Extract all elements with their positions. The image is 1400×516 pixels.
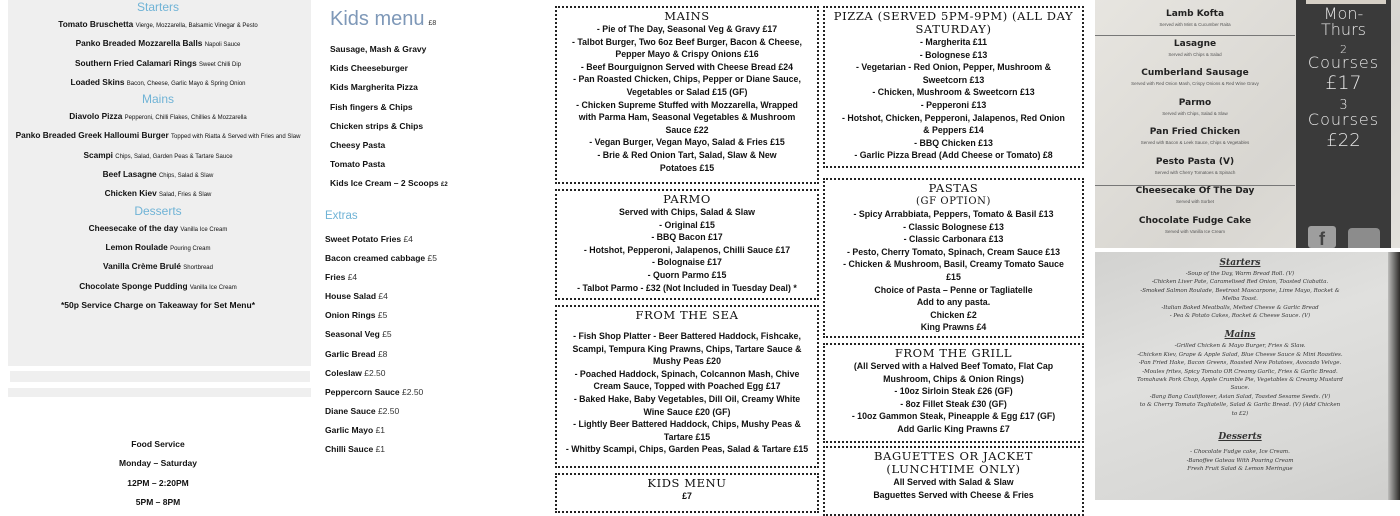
- kids-item: Kids Ice Cream – 2 Scoops £2: [330, 178, 448, 189]
- menu-line: - Pea & Potato Cakes, Rocket & Cheese Sauce. (V): [1169, 313, 1311, 320]
- menu-line: -Grilled Chicken & Mayo Burger, Fries & Slaw.: [1174, 343, 1306, 350]
- kids-item: Cheesy Pasta: [330, 139, 386, 150]
- promo-course-count: 2: [1340, 43, 1347, 56]
- divider-line: [1095, 35, 1295, 36]
- kids-item: Sausage, Mash & Gravy: [330, 44, 427, 54]
- menu-line: - 8oz Fillet Steak £30 (GF): [900, 398, 1007, 409]
- menu-line: Potatoes £15: [659, 162, 715, 173]
- divider-bar: [10, 371, 310, 382]
- menu-line: Melba Toast.: [1222, 296, 1258, 303]
- extra-item: Diane Sauce £2.50: [325, 405, 400, 416]
- kids-extras-panel: [316, 0, 554, 500]
- menu-line: - Chicken Supreme Stuffed with Mozzarella, Wrapped: [576, 99, 798, 110]
- from-the-grill-title: FROM THE GRILL: [894, 346, 1013, 360]
- extra-item: Coleslaw £2.50: [325, 367, 386, 378]
- menu-line: to £2): [1231, 410, 1249, 417]
- menu-item: Vanilla Crème Brulé Shortbread: [103, 261, 213, 272]
- kids-item: Tomato Pasta: [330, 159, 386, 170]
- menu-line: Mushroom, Chips & Onion Rings): [883, 373, 1024, 384]
- menu-item: Panko Breaded Mozzarella Balls Napoli Sauce: [75, 38, 241, 49]
- menu-item: Beef Lasagne Chips, Salad & Slaw: [102, 169, 214, 180]
- menu-line: - Spicy Arrabbiata, Peppers, Tomato & Basil £13: [853, 209, 1054, 219]
- menu-line: - Pesto, Cherry Tomato, Spinach, Cream Sauce £13: [847, 246, 1060, 257]
- menu-item: Pan Fried Chicken Served with Bacon & Leek Sauce, Chips & Vegetables: [1140, 127, 1250, 145]
- menu-line: - Chicken & Mushroom, Basil, Creamy Tomato Sauce: [843, 259, 1064, 270]
- extra-item: Fries £4: [325, 272, 358, 283]
- menu-line: Cream Sauce, Topped with Poached Egg £17: [593, 381, 781, 392]
- menu-line: (All Served with a Halved Beef Tomato, Flat Cap: [853, 361, 1054, 371]
- chalkboard-promo: [1296, 0, 1391, 248]
- menu-line: - Whitby Scampi, Chips, Garden Peas, Salad & Tartare £15: [565, 444, 809, 455]
- hours-line: Food Service: [131, 439, 185, 449]
- menu-line: Served with Chips, Salad & Slaw: [619, 207, 755, 217]
- kids-item: Fish fingers & Chips: [330, 101, 413, 112]
- baguettes-box: [823, 446, 1084, 516]
- from-the-grill-box: [823, 343, 1084, 443]
- pastas-subtitle: (GF OPTION): [915, 196, 991, 207]
- divider-line: [1095, 185, 1295, 186]
- menu-line: - Classic Carbonara £13: [903, 234, 1004, 245]
- menu-item: Lemon Roulade Pouring Cream: [105, 241, 211, 252]
- divider-bar: [8, 388, 311, 397]
- extra-item: Bacon creamed cabbage £5: [325, 253, 437, 264]
- menu-line: - Vegetarian - Red Onion, Pepper, Mushroom &: [855, 62, 1052, 73]
- menu-line: - 10oz Sirloin Steak £26 (GF): [894, 386, 1013, 397]
- extra-item: Garlic Bread £8: [325, 348, 388, 359]
- menu-line: - Bolognaise £17: [652, 257, 722, 268]
- promo-course-count: 3: [1339, 98, 1348, 113]
- menu-line: Baguettes Served with Cheese & Fries: [873, 489, 1034, 500]
- mains-box: [555, 6, 819, 184]
- menu-item: Tomato Bruschetta Vierge, Mozzarella, Balsamic Vinegar & Pesto: [58, 19, 258, 29]
- menu-line: Choice of Pasta – Penne or Tagliatelle: [874, 284, 1033, 295]
- kids-menu-box: [555, 473, 819, 513]
- menu-item: Southern Fried Calamari Rings Sweet Chilli Dip: [74, 57, 242, 68]
- kids-menu-list: [330, 40, 448, 194]
- menu-item: Pesto Pasta (V) Served with Cherry Tomatoes & Spinach: [1154, 156, 1236, 175]
- photo-shadow-edge: [1388, 252, 1400, 500]
- menu-line: - Poached Haddock, Spinach, Colcannon Mash, Chive: [574, 368, 800, 379]
- set-price-menu-list: [1095, 8, 1295, 244]
- promo-price: £22: [1326, 130, 1361, 151]
- hours-line: Monday – Saturday: [119, 458, 197, 469]
- menu-line: -Chicken Liver Pate, Caramelised Red Onion, Toasted Ciabatta.: [1151, 279, 1329, 286]
- menu-line: Sauce.: [1230, 385, 1250, 392]
- menu-line: Scampi, Tempura King Prawns, Chips, Tartare Sauce &: [572, 343, 802, 354]
- set-menu-content: [0, 0, 316, 315]
- menu-line: Add to any pasta.: [916, 297, 991, 308]
- desserts-heading: Desserts: [1218, 432, 1262, 443]
- extra-item: Chilli Sauce £1: [325, 444, 386, 455]
- menu-line: Chicken £2: [930, 309, 977, 320]
- menu-line: - Talbot Burger, Two 6oz Beef Burger, Bacon & Cheese,: [572, 36, 802, 47]
- from-the-sea-box: [555, 305, 819, 468]
- kids-menu-box-title: KIDS MENU: [647, 476, 727, 490]
- menu-line: -Chicken Kiev, Grape & Apple Salad, Blue Cheese Sauce & Mini Roasties.: [1137, 351, 1343, 358]
- menu-line: King Prawns £4: [920, 322, 987, 333]
- section-title-mains: Mains: [141, 92, 174, 107]
- menu-item: Scampi Chips, Salad, Garden Peas & Tartare Sauce: [83, 149, 233, 160]
- service-charge-note: *50p Service Charge on Takeaway for Set Menu*: [61, 299, 255, 310]
- menu-line: - Bolognese £13: [919, 49, 988, 60]
- menu-line: - Chicken, Mushroom & Sweetcorn £13: [872, 87, 1035, 98]
- extra-item: Peppercorn Sauce £2.50: [325, 386, 424, 397]
- menu-line: -Smoked Salmon Roulade, Beetroot Mascarpone, Lime Mayo, Rocket &: [1140, 287, 1340, 294]
- menu-line: - Beef Bourguignon Served with Cheese Bread £24: [580, 61, 794, 72]
- extra-item: House Salad £4: [325, 291, 388, 302]
- kids-menu-box-price: £7: [682, 491, 692, 501]
- menu-item: Chocolate Sponge Pudding Vanilla Ice Cream: [79, 280, 237, 291]
- baguettes-title: BAGUETTES OR JACKET (LUNCHTIME ONLY): [873, 449, 1034, 476]
- parmo-box: [555, 189, 819, 300]
- menu-item: Lamb Kofta Served with Mint & Cucumber Raita: [1159, 9, 1231, 27]
- shop-icon: [1348, 228, 1380, 248]
- menu-line: £15: [946, 271, 961, 282]
- extra-item: Garlic Mayo £1: [325, 424, 386, 435]
- menu-line: - Brie & Red Onion Tart, Salad, Slaw & New: [597, 149, 777, 160]
- menu-line: Tomahawk Pork Chop, Apple Crumble Pie, Vegetables & Creamy Mustard: [1137, 377, 1343, 384]
- section-title-desserts: Desserts: [134, 203, 182, 218]
- menu-item: Chicken Kiev Salad, Fries & Slaw: [104, 188, 212, 199]
- menu-line: to & Cherry Tomato Tagliatelle, Salad & Garlic Bread. (V) (Add Chicken: [1139, 402, 1341, 409]
- menu-line: -Soup of the Day, Warm Bread Roll. (V): [1185, 271, 1295, 277]
- menu-line: - BBQ Bacon £17: [651, 232, 723, 243]
- menu-line: - Lightly Beer Battered Haddock, Chips, Mushy Peas &: [573, 419, 801, 430]
- menu-line: - Original £15: [659, 219, 715, 230]
- menu-line: - Chocolate Fudge cake, Ice Cream.: [1190, 449, 1290, 456]
- promo-days: Thurs: [1321, 20, 1366, 39]
- menu-line: - Garlic Pizza Bread (Add Cheese or Tomato) £8: [854, 150, 1053, 161]
- menu-line: Mushy Peas £20: [653, 356, 721, 367]
- menu-line: -Pan Fried Hake, Bacon Greens, Roasted New Potatoes, Avocado Velvge.: [1138, 360, 1342, 367]
- promo-course-label: Courses: [1307, 110, 1380, 129]
- menu-item: Cumberland Sausage Served with Red Onion Mash, Crispy Onions & Red Wine Gravy: [1131, 68, 1259, 86]
- menu-line: -Moules frites, Spicy Tomato OR Creamy Garlic, Fries & Garlic Bread.: [1142, 368, 1338, 375]
- promo-text: [1296, 2, 1391, 150]
- menu-line: Vegetables or Salad £15 (GF): [626, 86, 748, 97]
- menu-item: Cheesecake of the day Vanilla Ice Cream: [88, 222, 228, 233]
- promo-price: £17: [1325, 72, 1362, 94]
- menu-line: Add Garlic King Prawns £7: [897, 423, 1010, 434]
- menu-item: Diavolo Pizza Pepperoni, Chilli Flakes, Chillies & Mozzarella: [69, 111, 247, 122]
- menu-line: -Bang Bang Cauliflower, Asian Salad, Toasted Sesame Seeds. (V): [1149, 393, 1331, 400]
- extras-title: Extras: [325, 210, 358, 222]
- menu-line: Tartare £15: [663, 431, 711, 442]
- menu-line: Sauce £22: [665, 124, 709, 135]
- set-menu-panel: [0, 0, 316, 507]
- menu-line: - Fish Shop Platter - Beer Battered Haddock, Fishcake,: [573, 331, 801, 341]
- kids-item: Chicken strips & Chips: [330, 120, 424, 131]
- menu-item: Lasagne Served with Chips & Salad: [1168, 38, 1222, 57]
- kids-item: Kids Cheeseburger: [330, 63, 408, 74]
- extras-list: [325, 230, 437, 459]
- mains-title: MAINS: [664, 9, 710, 23]
- kids-menu-price: £8: [428, 20, 437, 27]
- menu-line: - Pan Roasted Chicken, Chips, Pepper or Diane Sauce,: [573, 74, 801, 85]
- menu-line: - Hotshot, Pepperoni, Jalapenos, Chilli Sauce £17: [583, 244, 791, 255]
- menu-item: Loaded Skins Bacon, Cheese, Garlic Mayo & Spring Onion: [70, 76, 246, 87]
- menu-line: - Pepperoni £13: [920, 99, 987, 110]
- menu-line: - Talbot Parmo - £32 (Not Included in Tuesday Deal) *: [577, 282, 797, 293]
- parmo-title: PARMO: [663, 192, 711, 206]
- menu-line: -Italian Baked Meatballs, Melted Cheese & Garlic Bread: [1161, 304, 1319, 311]
- food-service-hours: [0, 436, 316, 513]
- promo-days: Mon-: [1323, 4, 1364, 23]
- photo-menus-panel: [1086, 0, 1400, 500]
- menu-item: Chocolate Fudge Cake Served with Vanilla Ice Cream: [1138, 215, 1252, 234]
- kids-menu-title: Kids menu £8: [330, 8, 437, 30]
- menu-item: Cheesecake Of The Day Served with Sorbet: [1135, 186, 1255, 204]
- menu-line: -Banoffee Gateau With Pouring Cream: [1186, 457, 1294, 464]
- hours-line: 12PM – 2:20PM: [127, 477, 189, 488]
- main-menu-left-column: [554, 0, 820, 500]
- menu-line: Sweetcorn £13: [922, 74, 985, 85]
- menu-line: Fresh Fruit Salad & Lemon Meringue: [1187, 465, 1293, 472]
- pastas-title: PASTAS: [928, 181, 979, 195]
- main-menu-right-column: [820, 0, 1086, 500]
- menu-line: - BBQ Chicken £13: [914, 137, 993, 148]
- facebook-icon: f: [1308, 226, 1336, 248]
- menu-line: - Vegan Burger, Vegan Mayo, Salad & Fries £15: [589, 137, 785, 148]
- menu-line: Wine Sauce £20 (GF): [643, 406, 731, 417]
- menu-line: All Served with Salad & Slaw: [893, 477, 1014, 487]
- handwritten-menu-list: [1095, 256, 1385, 473]
- menu-item: Panko Breaded Greek Halloumi Burger Topped with Riatta & Served with Fries and Slaw: [15, 130, 301, 141]
- menu-line: - 10oz Gammon Steak, Pineapple & Egg £17 (GF): [851, 411, 1056, 422]
- pastas-box: [823, 178, 1084, 338]
- menu-item: Parmo Served with Chips, Salad & Slaw: [1162, 97, 1228, 116]
- pizza-title: PIZZA (SERVED 5PM-9PM) (ALL DAY SATURDAY): [833, 9, 1074, 36]
- menu-line: & Peppers £14: [923, 125, 984, 136]
- pizza-box: [823, 6, 1084, 168]
- menu-line: - Baked Hake, Baby Vegetables, Dill Oil, Creamy White: [573, 393, 801, 404]
- menu-line: - Quorn Parmo £15: [647, 269, 727, 280]
- mains-heading: Mains: [1224, 330, 1256, 341]
- kids-item: Kids Margherita Pizza: [330, 82, 418, 93]
- menu-line: with Parma Ham, Seasonal Vegetables & Mushroom: [578, 112, 796, 123]
- starters-heading: Starters: [1219, 258, 1261, 268]
- menu-line: - Margherita £11: [920, 37, 987, 47]
- menu-line: Pepper Mayo & Crispy Onions £16: [615, 49, 759, 60]
- menu-line: - Pie of The Day, Seasonal Veg & Gravy £17: [596, 24, 778, 34]
- promo-course-label: Courses: [1307, 53, 1380, 72]
- extra-item: Seasonal Veg £5: [325, 329, 392, 340]
- menu-line: - Classic Bolognese £13: [903, 221, 1004, 232]
- menu-line: - Hotshot, Chicken, Pepperoni, Jalapenos, Red Onion: [842, 112, 1065, 123]
- from-the-sea-title: FROM THE SEA: [635, 308, 739, 322]
- extra-item: Onion Rings £5: [325, 310, 388, 321]
- hours-line: 5PM – 8PM: [135, 496, 181, 507]
- extra-item: Sweet Potato Fries £4: [325, 234, 413, 244]
- section-title-starters: Starters: [136, 0, 179, 14]
